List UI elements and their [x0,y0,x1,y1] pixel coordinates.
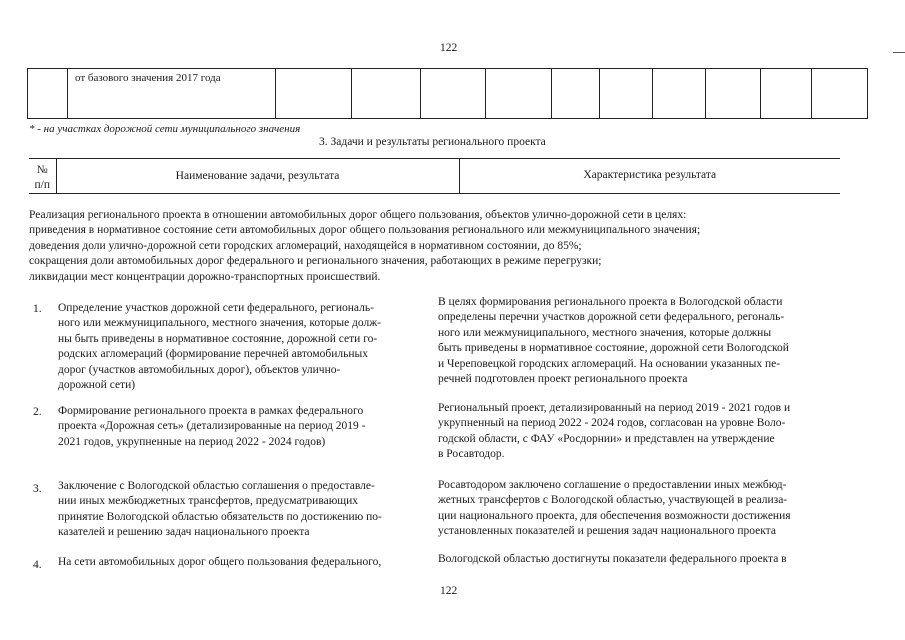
row-result [438,295,838,387]
result-line: Региональный проект, детализированный на период 2019 - 2021 годов и [438,402,791,414]
table-cell [352,69,421,119]
row-number: 4. [33,559,42,571]
result-line: в Росавтодор. [438,448,505,461]
table-cell [486,69,552,119]
header-result: Характеристика результата [459,159,840,194]
intro-line: сокращения доли автомобильных дорог федерального и регионального значения, работающих в режиме перегрузки; [29,255,602,268]
result-line: ции национального проекта, для обеспечения возможности достижения [438,509,791,522]
task-line: ного или межмуниципального, местного значения, которые долж- [58,317,382,330]
corner-mark [893,52,905,53]
table-cell [761,69,812,119]
table-cell [552,69,600,119]
row-task [58,479,430,541]
table-cell [276,69,352,119]
row-task [58,555,430,570]
intro-paragraph [29,208,809,285]
table-cell [421,69,486,119]
task-line: Формирование регионального проекта в рамках федерального [58,405,364,417]
row-number: 1. [33,303,42,315]
task-line: дорожной сети) [58,379,136,392]
result-line: речней подготовлен проект регионального проекта [438,373,688,386]
row-task [58,301,430,393]
task-line: ны быть приведены в нормативное состояние, дорожной сети го- [58,332,378,345]
intro-line: приведения в нормативное состояние сети автомобильных дорог общего пользования регионального или межмуниципального значения; [29,224,701,237]
row-task [58,404,430,450]
indicator-table-fragment [27,68,868,119]
row-result [438,478,838,540]
result-line: В целях формирования регионального проекта в Вологодской области [438,296,783,308]
result-line: укрупненный на период 2022 - 2024 годов, согласован на уровне Воло- [438,417,786,430]
task-line: На сети автомобильных дорог общего пользования федерального, [58,556,382,568]
intro-line: Реализация регионального проекта в отношении автомобильных дорог общего пользования, объектов улично-дорожной сети в целях: [29,209,687,221]
table-cell [812,69,868,119]
intro-line: доведения доли улично-дорожной сети городских агломераций, находящейся в нормативном состоянии, до 85%; [29,239,582,252]
intro-line: ликвидации мест концентрации дорожно-транспортных происшествий. [29,270,381,283]
tasks-header-table [29,158,840,194]
section-title: 3. Задачи и результаты регионального проекта [319,136,546,148]
table-cell-description: от базового значения 2017 года [68,69,276,119]
result-line: и Череповецкой городских агломераций. На основании указанных пе- [438,357,781,370]
table-cell [653,69,706,119]
footnote: * - на участках дорожной сети муниципального значения [29,123,301,135]
task-line: Определение участков дорожной сети федерального, региональ- [58,302,374,314]
header-number-symbol: № [36,164,48,176]
row-number: 2. [33,406,42,418]
table-cell [600,69,653,119]
result-line: установленных показателей и решения задач национального проекта [438,525,776,538]
result-line: Росавтодором заключено соглашение о предоставлении иных межбюд- [438,479,787,491]
page-number-bottom: 122 [440,585,458,597]
task-line: 2021 годов, укрупненные на период 2022 - 2024 годов) [58,435,326,448]
result-line: определены перечни участков дорожной сети федерального, регональ- [438,311,785,324]
result-line: быть приведены в нормативное состояние, дорожной сети Вологодской [438,342,789,355]
row-result [438,401,838,463]
row-result [438,552,838,567]
result-line: ного или межмуниципального, местного значения, которые должны [438,326,772,339]
task-line: принятие Вологодской областью обязательств по достижению по- [58,510,382,523]
result-line: годской области, с ФАУ «Росдорнии» и представлен на утверждение [438,432,775,445]
header-number-abbrev: п/п [34,179,50,191]
result-line: жетных трансфертов с Вологодской областью, участвующей в реализа- [438,494,788,507]
task-line: проекта «Дорожная сеть» (детализированные на период 2019 - [58,420,366,433]
header-number [29,159,56,194]
result-line: Вологодской областью достигнуты показатели федерального проекта в [438,553,787,565]
table-cell [28,69,68,119]
page-number-top: 122 [440,42,458,54]
task-line: Заключение с Вологодской областью соглашения о предоставле- [58,480,375,492]
task-line: дорог (участков автомобильных дорог), объектов улично- [58,363,341,376]
task-line: казателей и решению задач национального проекта [58,526,310,539]
task-line: родских агломераций (формирование перечней автомобильных [58,348,368,361]
table-cell [706,69,761,119]
header-task: Наименование задачи, результата [56,159,459,194]
row-number: 3. [33,483,42,495]
task-line: нии иных межбюджетных трансфертов, предусматривающих [58,495,359,508]
